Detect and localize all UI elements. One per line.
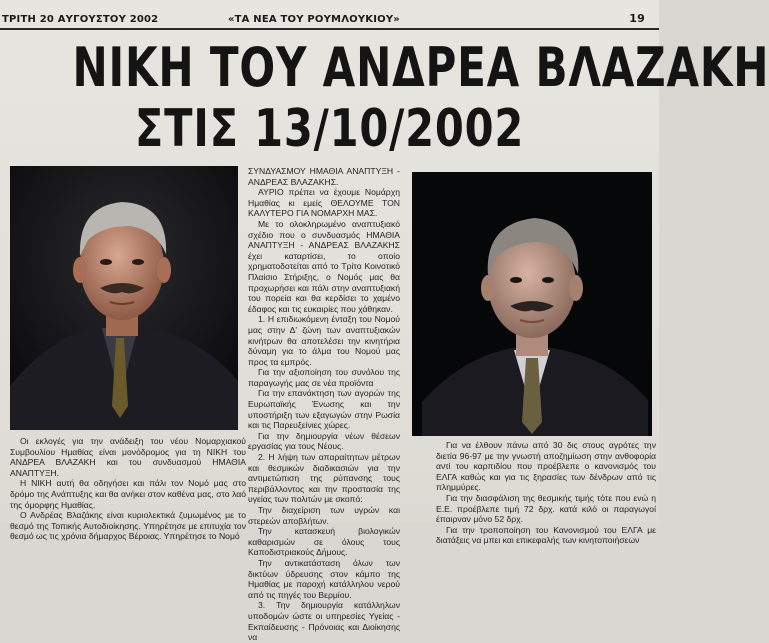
- headline-line-2: ΣΤΙΣ 13/10/2002: [134, 99, 525, 159]
- paragraph: Η ΝΙΚΗ αυτή θα οδηγήσει και πάλι τον Νομό μας στο δρόμο της Ανάπτυξης και θα ανήκει στον καθένα μας, στο λαό της όμορφης Ημαθίας.: [10, 478, 246, 510]
- paragraph: 1. Η επιδιωκόμενη ένταξη του Νομού μας στην Δ' ζώνη των αναπτυξιακών κινήτρων θα αποτελέσει την κινητήρια δύναμη για το άλμα του Νομού μας προς τα εμπρός.: [248, 314, 400, 367]
- article-left-column: [10, 436, 246, 542]
- paragraph: Για την δημιουργία νέων θέσεων εργασίας για τους Νέους.: [248, 430, 400, 452]
- header-rule: [0, 28, 659, 30]
- headline-line-1: ΝΙΚΗ ΤΟΥ ΑΝΔΡΕΑ ΒΛΑΖΑΚΗ: [72, 36, 769, 99]
- paragraph: Οι εκλογές για την ανάδειξη του νέου Νομαρχιακού Συμβουλίου Ημαθίας είναι μονόδρομος για τη ΝΙΚΗ του ΑΝΔΡΕΑ ΒΛΑΖΑΚΗ και του συνδυασμού ΗΜΑΘΙΑ ΑΝΑΠΤΥΞΗ.: [10, 436, 246, 478]
- portrait-illustration-right: [412, 172, 652, 436]
- paragraph: Για την τροποποίηση του Κανονισμού του ΕΛΓΑ με διατάξεις να μπει και επικεφαλής των κινητοποιήσεων: [436, 524, 656, 546]
- paragraph: Για την αξιοποίηση του συνόλου της παραγωγής μας σε νέα προϊόντα: [248, 367, 400, 388]
- paragraph: ΣΥΝΔΥΑΣΜΟΥ ΗΜΑΘΙΑ ΑΝΑΠΤΥΞΗ - ΑΝΔΡΕΑΣ ΒΛΑΖΑΚΗΣ.: [248, 166, 400, 187]
- issue-date: ΤΡΙΤΗ 20 ΑΥΓΟΥΣΤΟΥ 2002: [2, 14, 159, 25]
- paragraph: Για να έλθουν πάνω από 30 δις στους αγρότες την διετία 96-97 με την γνωστή αποζημίωση στην ανθοφορία αντί του καρπιδίου που προέβλεπε ο κανονισμός του ΕΛΓΑ καθώς και για τις ξηρασίες των δένδρων από τις πλημμύρες.: [436, 440, 656, 493]
- paragraph: Με το ολοκληρωμένο αναπτυξιακό σχέδιο που ο συνδυασμός ΗΜΑΘΙΑ ΑΝΑΠΤΥΞΗ - ΑΝΔΡΕΑΣ ΒΛΑΖΑΚΗΣ έχει καταρτίσει, το οποίο χρηματοδοτείται από το Τρίτο Κοινοτικό Πλαίσιο Στήριξης, ο Νομός μας θα προχωρήσει και πάλι στην αναπτυξιακή του πορεία και θα κερδίσει το χαμένο έδαφος και τις ευκαιρίες που χάθηκαν.: [248, 218, 400, 314]
- candidate-photo-left: [10, 166, 238, 430]
- paragraph: 3. Την δημιουργία κατάλληλων υποδομών ώστε οι υπηρεσίες Υγείας - Εκπαίδευσης - Πρόνοιας και Διοίκησης να: [248, 600, 400, 643]
- page-header: [0, 0, 659, 30]
- paragraph: Την κατασκευή βιολογικών καθαρισμών σε όλους τους Καποδιστριακούς Δήμους.: [248, 526, 400, 558]
- article-right-column: [436, 440, 656, 546]
- portrait-illustration-left: [10, 166, 238, 430]
- article-middle-column: [248, 166, 400, 643]
- paragraph: Την διαχείριση των υγρών και στερεών αποβλήτων.: [248, 505, 400, 526]
- paragraph: Για την διασφάλιση της θεσμικής τιμής τότε που ενώ η Ε.Ε. προέβλεπε τιμή 72 δρχ. κατά κιλό οι παραγωγοί έπαιρναν μόνο 52 δρχ.: [436, 492, 656, 525]
- paragraph: Ο Ανδρέας Βλαζάκης είναι κυριολεκτικά ζυμωμένος με το θεσμό της Τοπικής Αυτοδιοίκησης. Υπηρέτησε με επιτυχία τον θεσμό ως τις χρόνια δήμαρχος Βέροιας. Υπηρέτησε το Νομό: [10, 510, 246, 542]
- paragraph: Για την επανάκτηση των αγορών της Ευρωπαϊκής Ένωσης και την υποστήριξη των εξαγωγών στην Ρωσία και τις Παρευξείνιες χώρες.: [248, 388, 400, 431]
- paragraph: Την αντικατάσταση όλων των δικτύων ύδρευσης στον κάμπο της Ημαθίας με παροχή κατάλληλου νερού από τις πηγές του Βερμίου.: [248, 557, 400, 600]
- candidate-photo-right: [412, 172, 652, 436]
- paragraph: ΑΥΡΙΟ πρέπει να έχουμε Νομάρχη Ημαθίας κι εμείς ΘΕΛΟΥΜΕ ΤΟΝ ΚΑΛΥΤΕΡΟ ΓΙΑ ΝΟΜΑΡΧΗ ΜΑΣ.: [248, 187, 400, 219]
- newspaper-name: «ΤΑ ΝΕΑ ΤΟΥ ΡΟΥΜΛΟΥΚΙΟΥ»: [228, 14, 400, 25]
- page-number: 19: [629, 12, 645, 25]
- paragraph: 2. Η λήψη των απαραίτητων μέτρων και θεσμικών διαδικασιών για την αντιμετώπιση της ρύπανσης τους περιβάλλοντος και την προστασία της υγείας των πολιτών με σκοπό:: [248, 452, 400, 505]
